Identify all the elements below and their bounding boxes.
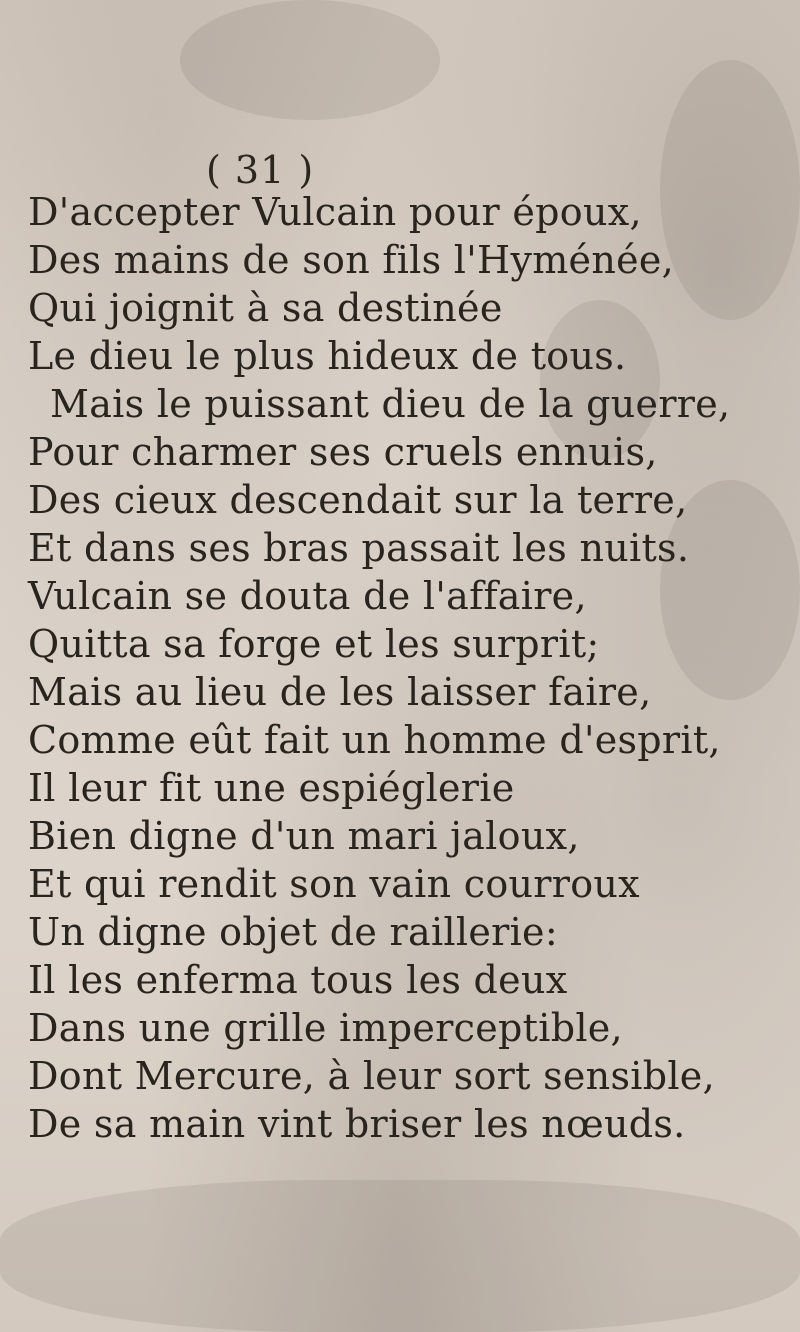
verse-line: Qui joignit à sa destinée — [28, 286, 503, 330]
verse-line: Le dieu le plus hideux de tous. — [28, 334, 627, 378]
verse-line: Dans une grille imperceptible, — [28, 1006, 623, 1050]
verse-line: Vulcain se douta de l'affaire, — [28, 574, 587, 618]
verse-line: Il les enferma tous les deux — [28, 958, 568, 1002]
verse-line: Dont Mercure, à leur sort sensible, — [28, 1054, 715, 1098]
verse-line: Mais le puissant dieu de la guerre, — [50, 382, 731, 426]
paper-stain — [0, 1180, 800, 1332]
verse-line: Et dans ses bras passait les nuits. — [28, 526, 690, 570]
verse-line: D'accepter Vulcain pour époux, — [28, 190, 642, 234]
verse-line: Des cieux descendait sur la terre, — [28, 478, 688, 522]
page-number: ( 31 ) — [206, 148, 315, 192]
verse-line: Un digne objet de raillerie: — [28, 910, 558, 954]
verse-line: De sa main vint briser les nœuds. — [28, 1102, 686, 1146]
verse-line: Quitta sa forge et les surprit; — [28, 622, 600, 666]
verse-line: Il leur fit une espiéglerie — [28, 766, 515, 810]
verse-line: Pour charmer ses cruels ennuis, — [28, 430, 658, 474]
verse-line: Comme eût fait un homme d'esprit, — [28, 718, 721, 762]
verse-line: Et qui rendit son vain courroux — [28, 862, 640, 906]
verse-line: Des mains de son fils l'Hyménée, — [28, 238, 675, 282]
verse-line: Mais au lieu de les laisser faire, — [28, 670, 652, 714]
paper-stain — [180, 0, 440, 120]
paper-stain — [660, 60, 800, 320]
verse-line: Bien digne d'un mari jaloux, — [28, 814, 580, 858]
